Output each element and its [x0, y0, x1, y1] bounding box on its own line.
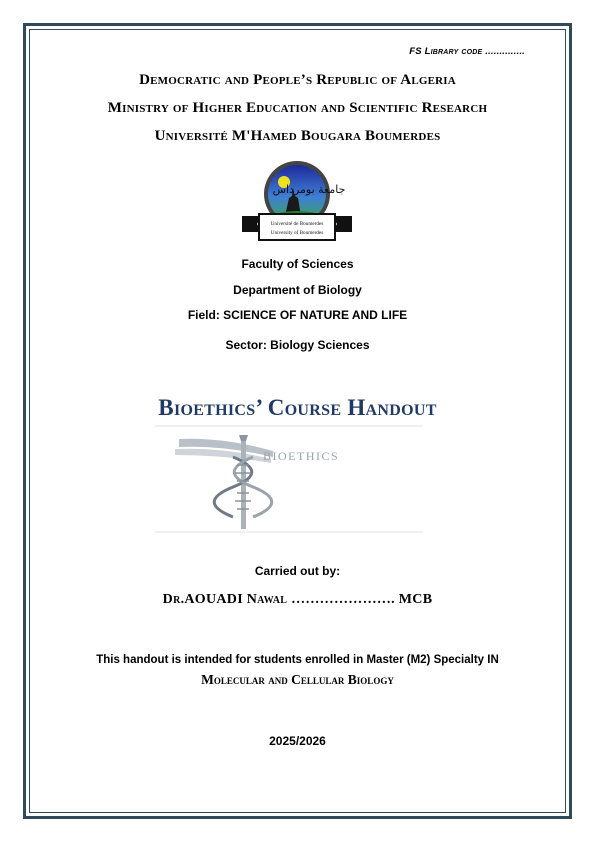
university-logo: [237, 158, 357, 244]
ministry-heading: Ministry of Higher Education and Scientific Research: [107, 100, 488, 116]
university-heading: Université M'Hamed Bougara Boumerdes: [154, 128, 441, 144]
document-title: Bioethics’ Course Handout: [158, 395, 437, 420]
page-border-inner: [29, 29, 566, 813]
logo-ribbon-line2: University of Boumerdes: [270, 230, 324, 236]
academic-year: 2025/2026: [269, 734, 326, 748]
sector-label: Sector: Biology Sciences: [225, 338, 370, 352]
logo-ribbon-line1: Université de Boumerdes: [270, 221, 324, 227]
field-label: Field: SCIENCE OF NATURE AND LIFE: [187, 308, 408, 322]
logo-arabic-text: جامعة بومرداس: [272, 183, 346, 196]
author-name: Dr.AOUADI Nawal …………………. MCB: [162, 592, 433, 607]
carried-out-label: Carried out by:: [254, 564, 341, 578]
bioethics-banner-image: [153, 425, 425, 533]
country-heading: Democratic and People’s Republic of Algeria: [139, 72, 456, 88]
department-label: Department of Biology: [233, 283, 362, 297]
audience-line1: This handout is intended for students enrolled in Master (M2) Specialty IN: [96, 654, 499, 666]
specialty-name: Molecular and Cellular Biology: [201, 672, 394, 687]
banner-word: BIOETHICS: [263, 449, 340, 463]
faculty-label: Faculty of Sciences: [241, 257, 354, 271]
library-code: FS Library code ..............: [409, 46, 525, 57]
